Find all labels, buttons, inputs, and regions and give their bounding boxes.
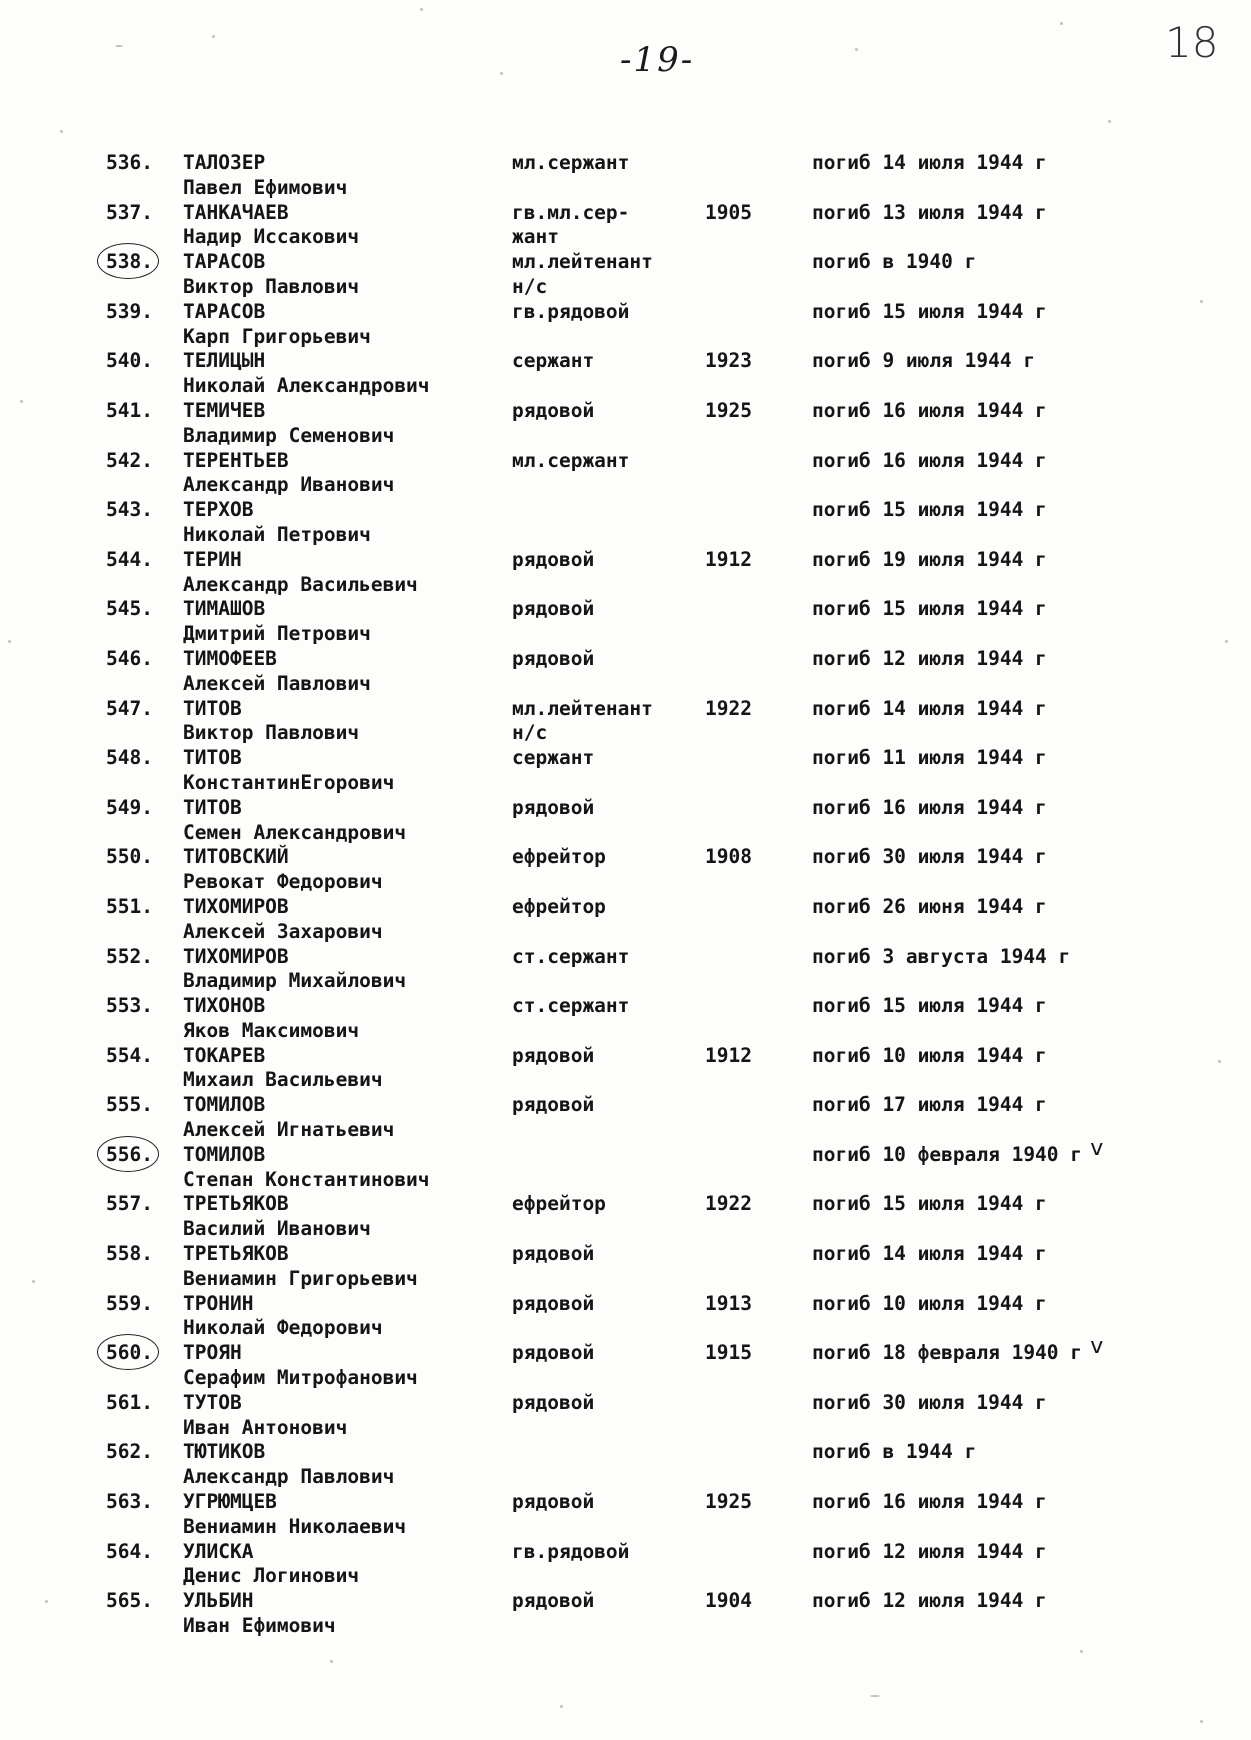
entry-given-name: Николай Петрович (183, 522, 371, 546)
entry-number: 562. (106, 1440, 153, 1464)
entry-death-note: погиб 12 июля 1944 г (812, 1539, 1047, 1563)
entry-line-1 (0, 150, 1251, 175)
scan-speck (870, 1695, 880, 1697)
scan-speck (330, 1660, 333, 1663)
roster-entry (0, 1588, 1251, 1638)
check-mark-icon: v (1090, 1334, 1104, 1360)
entry-line-2 (0, 423, 1251, 448)
entry-death-note: погиб 15 июля 1944 г (812, 498, 1047, 522)
entry-line-1 (0, 894, 1251, 919)
roster-entry (0, 249, 1251, 299)
roster-entry (0, 1043, 1251, 1093)
entry-death-note: погиб 15 июля 1944 г (812, 299, 1047, 323)
entry-number: 554. (106, 1043, 153, 1067)
entry-rank: ефрейтор (512, 1192, 606, 1216)
entry-line-1 (0, 1334, 1251, 1365)
entry-surname: ТИТОВ (183, 795, 242, 819)
entry-birth-year: 1904 (705, 1589, 752, 1613)
entry-surname: УЛЬБИН (183, 1589, 254, 1613)
entry-number: 551. (106, 894, 153, 918)
entry-line-1 (0, 1588, 1251, 1613)
roster-entry (0, 547, 1251, 597)
roster-entry (0, 150, 1251, 200)
entry-rank: рядовой (512, 597, 595, 621)
scan-speck (1080, 1650, 1083, 1653)
entry-number: 546. (106, 646, 153, 670)
roster-entry (0, 1092, 1251, 1142)
entry-rank: ефрейтор (512, 894, 606, 918)
entry-rank: мл.сержант (512, 151, 630, 174)
entry-surname: ТОМИЛОВ (183, 1142, 266, 1166)
entry-line-2 (0, 224, 1251, 249)
entry-line-1 (0, 696, 1251, 721)
entry-surname: ТРЕТЬЯКОВ (183, 1242, 289, 1266)
entry-number: 548. (106, 746, 153, 770)
entry-given-name: Вениамин Григорьевич (183, 1266, 418, 1290)
entry-surname: ТИХОНОВ (183, 994, 266, 1018)
entry-birth-year: 1905 (705, 200, 752, 224)
entry-line-1 (0, 1291, 1251, 1316)
entry-line-1 (0, 1390, 1251, 1415)
entry-surname: ТИХОМИРОВ (183, 944, 289, 968)
entry-birth-year: 1922 (705, 1192, 752, 1216)
entry-line-2 (0, 1514, 1251, 1539)
roster-entry (0, 1489, 1251, 1539)
entry-line-2 (0, 1266, 1251, 1291)
entry-line-1 (0, 646, 1251, 671)
entry-given-name: Надир Иссакович (183, 225, 360, 249)
entry-surname: ТАРАСОВ (183, 299, 266, 323)
entry-line-1 (0, 844, 1251, 869)
entry-line-2 (0, 572, 1251, 597)
roster-entry (0, 348, 1251, 398)
entry-rank: рядовой (512, 1242, 595, 1266)
entry-surname: ТИМОФЕЕВ (183, 646, 277, 670)
entry-line-1 (0, 497, 1251, 522)
entry-surname: ТЕРЕНТЬЕВ (183, 448, 289, 472)
entry-line-1 (0, 547, 1251, 572)
entry-line-1 (0, 299, 1251, 324)
entry-death-note: погиб 10 июля 1944 г (812, 1043, 1047, 1067)
entry-death-note: погиб 14 июля 1944 г (812, 1242, 1047, 1266)
entry-given-name: Иван Антонович (183, 1415, 348, 1439)
entry-birth-year: 1922 (705, 696, 752, 720)
roster-entry (0, 1291, 1251, 1341)
entry-given-name: Вениамин Николаевич (183, 1514, 407, 1538)
entry-death-note: погиб 15 июля 1944 г (812, 597, 1047, 621)
entry-given-name: Карп Григорьевич (183, 324, 371, 348)
sheet-number: 18 (1165, 18, 1219, 67)
entry-surname: ТАРАСОВ (183, 250, 266, 274)
entry-surname: УГРЮМЦЕВ (183, 1490, 277, 1514)
entry-given-name: Виктор Павлович (183, 721, 360, 745)
entry-line-1 (0, 448, 1251, 473)
entry-given-name: Василий Иванович (183, 1217, 371, 1241)
entry-death-note: погиб 11 июля 1944 г (812, 746, 1047, 770)
entry-line-1 (0, 944, 1251, 969)
entry-death-note: погиб 14 июля 1944 г (812, 151, 1047, 174)
entry-given-name: Денис Логинович (183, 1564, 360, 1588)
roster-entry (0, 200, 1251, 250)
entry-given-name: Виктор Павлович (183, 274, 360, 298)
casualty-roster (0, 150, 1251, 1638)
entry-surname: ТУТОВ (183, 1390, 242, 1414)
entry-rank: мл.сержант (512, 448, 630, 472)
entry-number: 543. (106, 498, 153, 522)
entry-surname: ТИТОВ (183, 696, 242, 720)
entry-death-note: погиб 30 июля 1944 г (812, 1390, 1047, 1414)
roster-entry (0, 497, 1251, 547)
entry-line-2 (0, 472, 1251, 497)
entry-death-note: погиб 13 июля 1944 г (812, 200, 1047, 224)
entry-line-2 (0, 1613, 1251, 1638)
entry-line-2 (0, 671, 1251, 696)
entry-surname: ТРОНИН (183, 1291, 254, 1315)
roster-entry (0, 1334, 1251, 1390)
entry-death-note: погиб 30 июля 1944 г (812, 845, 1047, 869)
entry-number: 540. (106, 349, 153, 373)
entry-number: 538. (106, 250, 153, 274)
entry-given-name: Николай Федорович (183, 1316, 383, 1340)
roster-entry (0, 299, 1251, 349)
entry-given-name: Иван Ефимович (183, 1614, 336, 1638)
entry-surname: ТИМАШОВ (183, 597, 266, 621)
scan-speck (1060, 22, 1063, 25)
entry-birth-year: 1912 (705, 1043, 752, 1067)
roster-entry (0, 448, 1251, 498)
entry-line-1 (0, 745, 1251, 770)
scan-speck (212, 35, 215, 38)
entry-number: 552. (106, 944, 153, 968)
entry-rank: рядовой (512, 1291, 595, 1315)
entry-line-2 (0, 522, 1251, 547)
entry-given-name: Владимир Семенович (183, 423, 395, 447)
entry-rank: сержант (512, 746, 595, 770)
entry-death-note: погиб 15 июля 1944 г (812, 994, 1047, 1018)
entry-line-1 (0, 1241, 1251, 1266)
entry-rank: гв.рядовой (512, 299, 630, 323)
entry-surname: ТАЛОЗЕР (183, 151, 266, 174)
entry-death-note: погиб 15 июля 1944 г (812, 1192, 1047, 1216)
roster-entry (0, 1241, 1251, 1291)
scan-speck (1108, 120, 1111, 123)
entry-line-2 (0, 770, 1251, 795)
entry-line-1 (0, 1043, 1251, 1068)
entry-line-2 (0, 1117, 1251, 1142)
entry-surname: ТОМИЛОВ (183, 1093, 266, 1117)
entry-death-note: погиб 16 июля 1944 г (812, 1490, 1047, 1514)
entry-rank: рядовой (512, 547, 595, 571)
entry-number: 536. (106, 151, 153, 174)
entry-death-note: погиб 19 июля 1944 г (812, 547, 1047, 571)
entry-line-2 (0, 1216, 1251, 1241)
entry-line-2 (0, 373, 1251, 398)
entry-line-2 (0, 1167, 1251, 1192)
entry-number: 560. (106, 1341, 153, 1365)
entry-given-name: КонстантинЕгорович (183, 770, 395, 794)
entry-line-2 (0, 1018, 1251, 1043)
entry-surname: ТОКАРЕВ (183, 1043, 266, 1067)
entry-number: 565. (106, 1589, 153, 1613)
entry-rank: сержант (512, 349, 595, 373)
entry-number: 549. (106, 795, 153, 819)
entry-death-note: погиб 10 февраля 1940 г (812, 1142, 1083, 1166)
entry-death-note: погиб 16 июля 1944 г (812, 795, 1047, 819)
entry-rank: рядовой (512, 1341, 595, 1365)
entry-surname: ТРОЯН (183, 1341, 242, 1365)
entry-line-1 (0, 1092, 1251, 1117)
roster-entry (0, 596, 1251, 646)
entry-number: 561. (106, 1390, 153, 1414)
entry-birth-year: 1923 (705, 349, 752, 373)
entry-rank: рядовой (512, 1093, 595, 1117)
entry-surname: ТЕРХОВ (183, 498, 254, 522)
entry-line-1 (0, 249, 1251, 274)
entry-rank: мл.лейтенант (512, 250, 653, 274)
entry-surname: ТЕРИН (183, 547, 242, 571)
entry-given-name: Алексей Игнатьевич (183, 1118, 395, 1142)
entry-rank: рядовой (512, 1043, 595, 1067)
entry-birth-year: 1925 (705, 1490, 752, 1514)
entry-line-1 (0, 398, 1251, 423)
entry-rank-continued: н/с (512, 721, 548, 745)
roster-entry (0, 1390, 1251, 1440)
entry-line-2 (0, 324, 1251, 349)
entry-number: 555. (106, 1093, 153, 1117)
entry-number: 556. (106, 1142, 153, 1166)
entry-rank: ефрейтор (512, 845, 606, 869)
entry-given-name: Александр Павлович (183, 1465, 395, 1489)
entry-line-2 (0, 1067, 1251, 1092)
entry-line-2 (0, 621, 1251, 646)
entry-line-2 (0, 1315, 1251, 1340)
roster-entry (0, 646, 1251, 696)
entry-number: 542. (106, 448, 153, 472)
roster-entry (0, 1539, 1251, 1589)
entry-death-note: погиб 17 июля 1944 г (812, 1093, 1047, 1117)
entry-line-1 (0, 993, 1251, 1018)
roster-entry (0, 1191, 1251, 1241)
entry-death-note: погиб 12 июля 1944 г (812, 1589, 1047, 1613)
entry-number: 541. (106, 398, 153, 422)
entry-given-name: Александр Васильевич (183, 572, 418, 596)
entry-line-1 (0, 200, 1251, 225)
entry-number: 537. (106, 200, 153, 224)
entry-rank: рядовой (512, 1390, 595, 1414)
scan-speck (60, 130, 63, 133)
roster-entry (0, 795, 1251, 845)
entry-given-name: Владимир Михайлович (183, 969, 407, 993)
entry-number: 545. (106, 597, 153, 621)
entry-given-name: Яков Максимович (183, 1018, 360, 1042)
entry-number: 539. (106, 299, 153, 323)
entry-death-note: погиб 3 августа 1944 г (812, 944, 1071, 968)
entry-line-1 (0, 1489, 1251, 1514)
entry-rank: ст.сержант (512, 994, 630, 1018)
entry-death-note: погиб 16 июля 1944 г (812, 448, 1047, 472)
entry-birth-year: 1913 (705, 1291, 752, 1315)
entry-line-1 (0, 1191, 1251, 1216)
entry-line-2 (0, 274, 1251, 299)
scan-speck (500, 72, 503, 75)
entry-given-name: Серафим Митрофанович (183, 1366, 418, 1390)
entry-death-note: погиб 12 июля 1944 г (812, 646, 1047, 670)
roster-entry (0, 944, 1251, 994)
entry-given-name: Михаил Васильевич (183, 1068, 383, 1092)
scan-speck (1200, 1720, 1203, 1723)
entry-death-note: погиб в 1940 г (812, 250, 977, 274)
entry-given-name: Дмитрий Петрович (183, 622, 371, 646)
scan-speck (855, 48, 858, 51)
entry-line-1 (0, 1539, 1251, 1564)
entry-surname: ТИТОВ (183, 746, 242, 770)
entry-death-note: погиб 9 июля 1944 г (812, 349, 1036, 373)
entry-line-1 (0, 1135, 1251, 1167)
roster-entry (0, 894, 1251, 944)
roster-entry (0, 993, 1251, 1043)
entry-rank-continued: н/с (512, 274, 548, 298)
entry-death-note: погиб 10 июля 1944 г (812, 1291, 1047, 1315)
entry-line-2 (0, 919, 1251, 944)
entry-line-2 (0, 820, 1251, 845)
roster-entry (0, 398, 1251, 448)
entry-rank: мл.лейтенант (512, 696, 653, 720)
entry-line-2 (0, 1563, 1251, 1588)
entry-given-name: Ревокат Федорович (183, 870, 383, 894)
entry-line-1 (0, 596, 1251, 621)
entry-surname: ТИХОМИРОВ (183, 894, 289, 918)
entry-given-name: Семен Александрович (183, 820, 407, 844)
entry-rank: рядовой (512, 646, 595, 670)
entry-line-1 (0, 795, 1251, 820)
roster-entry (0, 745, 1251, 795)
entry-given-name: Николай Александрович (183, 374, 430, 398)
entry-number: 553. (106, 994, 153, 1018)
entry-number: 559. (106, 1291, 153, 1315)
check-mark-icon: v (1090, 1135, 1104, 1161)
entry-surname: УЛИСКА (183, 1539, 254, 1563)
entry-number: 558. (106, 1242, 153, 1266)
entry-given-name: Павел Ефимович (183, 175, 348, 199)
entry-surname: ТЮТИКОВ (183, 1440, 266, 1464)
entry-given-name: Степан Константинович (183, 1167, 430, 1191)
entry-line-2 (0, 720, 1251, 745)
entry-line-1 (0, 1439, 1251, 1464)
entry-given-name: Александр Иванович (183, 473, 395, 497)
entry-rank: гв.рядовой (512, 1539, 630, 1563)
roster-entry (0, 1135, 1251, 1192)
entry-rank: рядовой (512, 398, 595, 422)
entry-rank: рядовой (512, 1490, 595, 1514)
scan-speck (560, 1705, 563, 1708)
page-number: -19- (620, 40, 695, 80)
entry-line-2 (0, 175, 1251, 200)
entry-surname: ТРЕТЬЯКОВ (183, 1192, 289, 1216)
entry-line-2 (0, 968, 1251, 993)
entry-number: 557. (106, 1192, 153, 1216)
entry-surname: ТЕЛИЦЫН (183, 349, 266, 373)
entry-death-note: погиб 16 июля 1944 г (812, 398, 1047, 422)
entry-rank: рядовой (512, 795, 595, 819)
entry-given-name: Алексей Павлович (183, 671, 371, 695)
entry-number: 550. (106, 845, 153, 869)
entry-birth-year: 1908 (705, 845, 752, 869)
entry-surname: ТИТОВСКИЙ (183, 845, 289, 869)
entry-birth-year: 1915 (705, 1341, 752, 1365)
entry-death-note: погиб 26 июня 1944 г (812, 894, 1047, 918)
entry-surname: ТАНКАЧАЕВ (183, 200, 289, 224)
entry-death-note: погиб 14 июля 1944 г (812, 696, 1047, 720)
roster-entry (0, 1439, 1251, 1489)
entry-birth-year: 1912 (705, 547, 752, 571)
entry-death-note: погиб в 1944 г (812, 1440, 977, 1464)
entry-rank: рядовой (512, 1589, 595, 1613)
entry-line-2 (0, 869, 1251, 894)
entry-line-2 (0, 1415, 1251, 1440)
entry-number: 563. (106, 1490, 153, 1514)
entry-surname: ТЕМИЧЕВ (183, 398, 266, 422)
entry-birth-year: 1925 (705, 398, 752, 422)
entry-given-name: Алексей Захарович (183, 919, 383, 943)
entry-line-2 (0, 1464, 1251, 1489)
entry-line-2 (0, 1365, 1251, 1390)
scan-speck (115, 45, 123, 47)
entry-number: 547. (106, 696, 153, 720)
entry-rank: гв.мл.сер- (512, 200, 630, 224)
scan-speck (420, 8, 423, 11)
roster-entry (0, 844, 1251, 894)
entry-rank-continued: жант (512, 225, 559, 249)
entry-line-1 (0, 348, 1251, 373)
entry-number: 544. (106, 547, 153, 571)
entry-death-note: погиб 18 февраля 1940 г (812, 1341, 1083, 1365)
entry-number: 564. (106, 1539, 153, 1563)
roster-entry (0, 696, 1251, 746)
entry-rank: ст.сержант (512, 944, 630, 968)
